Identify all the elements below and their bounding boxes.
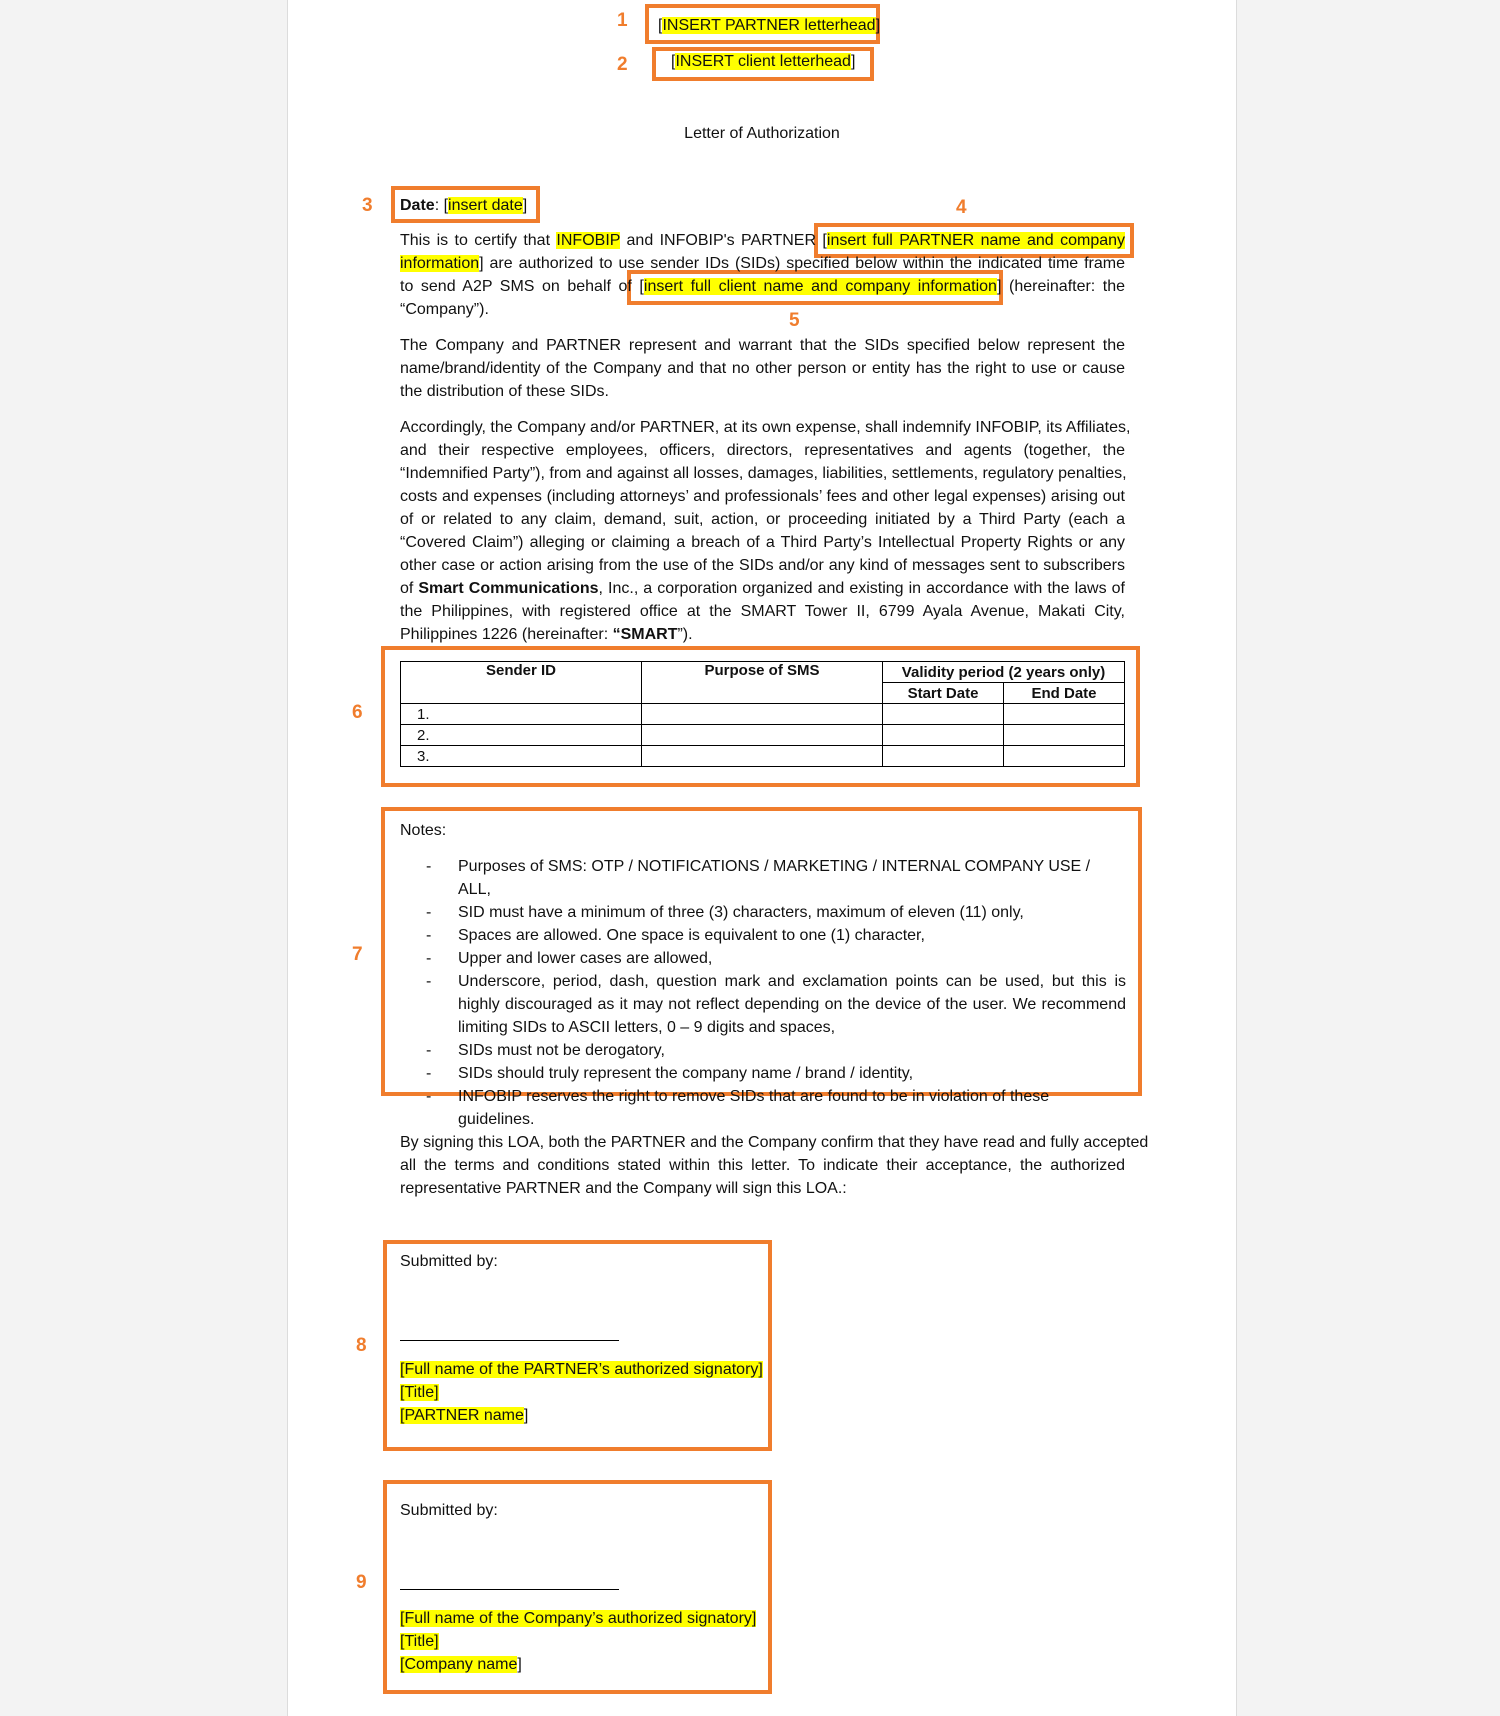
header-sender-id: Sender ID — [401, 662, 642, 704]
partner-signature-line[interactable] — [400, 1340, 619, 1341]
company-signatory-name: [Full name of the Company’s authorized signatory] — [400, 1610, 757, 1627]
list-item: - Upper and lower cases are allowed, — [426, 950, 713, 967]
company-name: [Company name] — [400, 1656, 522, 1673]
list-item: - SID must have a minimum of three (3) characters, maximum of eleven (11) only, — [426, 904, 1024, 921]
list-item: - SIDs should truly represent the company name / brand / identity, — [426, 1065, 914, 1082]
cell-end[interactable] — [1004, 746, 1125, 767]
list-item: - Underscore, period, dash, question mark and exclamation points can be used, but this is highly discouraged as it may not reflect depending on the device of the user. We recommend limiting SIDs to ASCII letters, 0 – 9 digits and spaces, — [426, 973, 1126, 1036]
cell-purpose[interactable] — [642, 725, 883, 746]
marker-6: 6 — [352, 702, 363, 723]
list-item: - INFOBIP reserves the right to remove SIDs that are found to be in violation of these guidelines. — [426, 1088, 1050, 1128]
partner-letterhead: [INSERT PARTNER letterhead] — [658, 17, 881, 34]
table-row — [401, 746, 1125, 767]
list-item: - Purposes of SMS: OTP / NOTIFICATIONS / MARKETING / INTERNAL COMPANY USE / ALL, — [426, 858, 1091, 898]
header-end-date: End Date — [1004, 683, 1125, 704]
company-signatory-title: [Title] — [400, 1633, 439, 1650]
header-validity: Validity period (2 years only) — [883, 662, 1125, 683]
cell-end[interactable] — [1004, 725, 1125, 746]
cell-purpose[interactable] — [642, 746, 883, 767]
cell-start[interactable] — [883, 725, 1004, 746]
list-item: - SIDs must not be derogatory, — [426, 1042, 665, 1059]
partner-name: [PARTNER name] — [400, 1407, 529, 1424]
warranty-paragraph: The Company and PARTNER represent and warrant that the SIDs specified below represent the name/brand/identity of the Company and that no other person or entity has the right to use or cause the distribution of these SIDs. — [400, 337, 1125, 400]
partner-signatory-title: [Title] — [400, 1384, 439, 1401]
partner-submitted-by: Submitted by: — [400, 1253, 498, 1270]
notes-title: Notes: — [400, 822, 447, 839]
cell-purpose[interactable] — [642, 704, 883, 725]
indemnify-paragraph: Accordingly, the Company and/or PARTNER, at its own expense, shall indemnify INFOBIP, its Affiliates, and their respective employees, officers, directors, representatives and agents (together, the “Indemnified Party”), from and against all losses, damages, liabilities, settlements, regulatory penalties, costs and expenses (including attorneys’ and professionals’ fees and other legal expenses) arising out of or related to any claim, demand, suit, action, or proceeding initiated by a Third Party (each a “Covered Claim”) alleging or claiming a breach of a Third Party’s Intellectual Property Rights or any other case or action arising from the use of the SIDs and/or any kind of messages sent to subscribers of Smart Communications, Inc., a corporation organized and existing in accordance with the laws of the Philippines, with registered office at the SMART Tower II, 6799 Ayala Avenue, Makati City, Philippines 1226 (hereinafter: “SMART”). — [400, 419, 1131, 643]
intro-paragraph: This is to certify that INFOBIP and INFOBIP's PARTNER [insert full PARTNER name and company information] are authorized to use sender IDs (SIDs) specified below within the indicated time frame to send A2P SMS on behalf of [insert full client name and company information] (hereinafter: the “Company”). — [400, 232, 1126, 318]
marker-2: 2 — [617, 54, 628, 75]
client-letterhead: [INSERT client letterhead] — [671, 53, 856, 70]
marker-5: 5 — [789, 310, 800, 331]
cell-end[interactable] — [1004, 704, 1125, 725]
row-number: 3. — [401, 746, 642, 767]
document-title: Letter of Authorization — [684, 125, 840, 142]
marker-1: 1 — [617, 10, 628, 31]
marker-7: 7 — [352, 944, 363, 965]
date-line: Date: [insert date] — [400, 197, 528, 214]
notes-list — [426, 855, 1126, 1131]
partner-signatory-name: [Full name of the PARTNER’s authorized signatory] — [400, 1361, 763, 1378]
cell-start[interactable] — [883, 704, 1004, 725]
table-row — [401, 704, 1125, 725]
marker-3: 3 — [362, 195, 373, 216]
marker-9: 9 — [356, 1572, 367, 1593]
cell-start[interactable] — [883, 746, 1004, 767]
marker-8: 8 — [356, 1335, 367, 1356]
company-signature-line[interactable] — [400, 1589, 619, 1590]
row-number: 1. — [401, 704, 642, 725]
header-purpose: Purpose of SMS — [642, 662, 883, 704]
header-start-date: Start Date — [883, 683, 1004, 704]
table-row — [401, 725, 1125, 746]
row-number: 2. — [401, 725, 642, 746]
company-submitted-by: Submitted by: — [400, 1502, 498, 1519]
list-item: - Spaces are allowed. One space is equivalent to one (1) character, — [426, 927, 925, 944]
closing-paragraph: By signing this LOA, both the PARTNER and the Company confirm that they have read and fully accepted all the terms and conditions stated within this letter. To indicate their acceptance, the authorized representative PARTNER and the Company will sign this LOA.: — [400, 1134, 1149, 1197]
marker-4: 4 — [956, 197, 967, 218]
sender-id-table — [400, 661, 1125, 767]
